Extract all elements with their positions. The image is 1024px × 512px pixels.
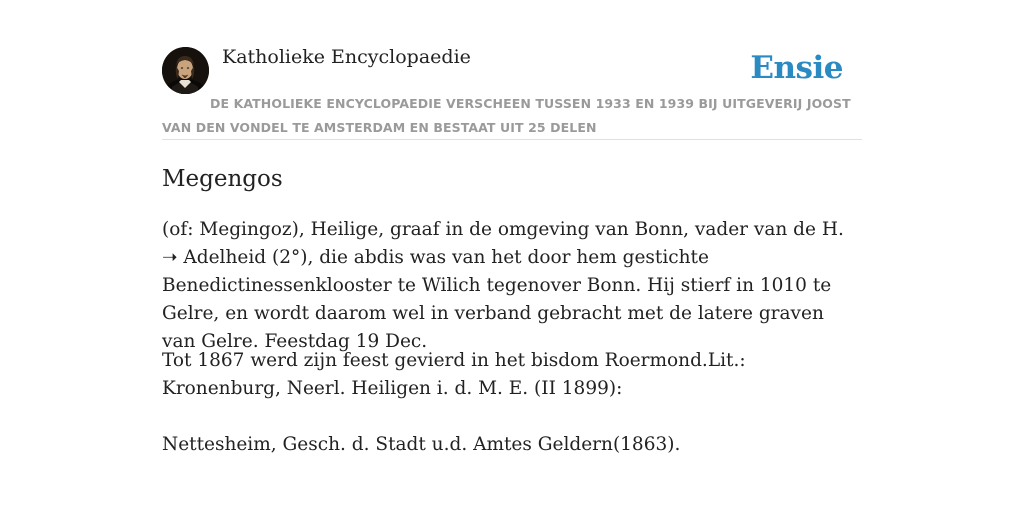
- paragraph-text: , die abdis was van het door hem gestichte Benedictinessenklooster te Wilich tegenover Bonn. Hij stierf in 1010 te Gelre, en wordt daarom wel in verband gebracht met de latere graven van Gelre. Feestdag 19 Dec.: [162, 247, 832, 352]
- page-content: [162, 44, 862, 455]
- brand-logo[interactable]: Ensie: [750, 50, 843, 86]
- site-title[interactable]: Katholieke Encyclopaedie: [222, 46, 471, 68]
- cross-reference-link[interactable]: Adelheid (2°): [183, 247, 308, 268]
- article-paragraph: Nettesheim, Gesch. d. Stadt u.d. Amtes Geldern(1863).: [162, 434, 681, 455]
- article-paragraph: Tot 1867 werd zijn feest gevierd in het bisdom Roermond.Lit.: Kronenburg, Neerl. Heiligen i. d. M. E. (II 1899):: [162, 350, 746, 399]
- site-header: [162, 44, 862, 140]
- site-subtitle: DE KATHOLIEKE ENCYCLOPAEDIE VERSCHEEN TUSSEN 1933 EN 1939 BIJ UITGEVERIJ JOOST VAN DEN VONDEL TE AMSTERDAM EN BESTAAT UIT 25 DELEN: [162, 96, 851, 135]
- article-title: Megengos: [162, 166, 283, 192]
- article-paragraph: [162, 216, 862, 356]
- portrait-avatar-icon[interactable]: [162, 47, 209, 94]
- paragraph-text: (of: Megingoz), Heilige, graaf in de omgeving van Bonn, vader van de H.: [162, 219, 844, 240]
- link-arrow-icon: ➝: [162, 247, 178, 268]
